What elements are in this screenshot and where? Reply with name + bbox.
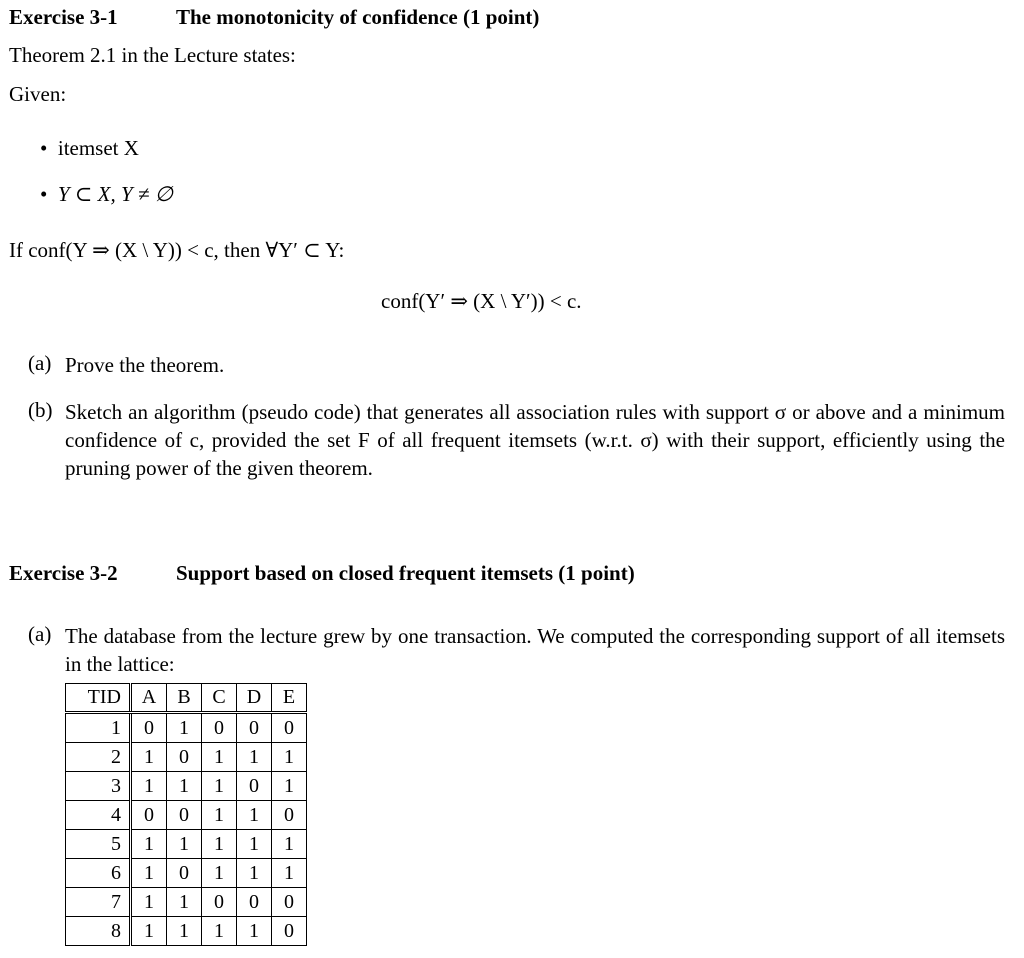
table-row — [66, 801, 307, 830]
item-a-label: (a) — [28, 351, 52, 375]
cell: 1 — [202, 859, 237, 888]
header-tid: TID — [66, 684, 131, 713]
cell: 1 — [167, 830, 202, 859]
cell: 1 — [272, 772, 307, 801]
cell: 0 — [167, 743, 202, 772]
bullet-2 — [40, 182, 173, 207]
cell: 0 — [237, 772, 272, 801]
cell: 8 — [66, 917, 131, 946]
cell: 1 — [272, 859, 307, 888]
cell: 2 — [66, 743, 131, 772]
item-a-text: Prove the theorem. — [65, 353, 225, 377]
cell: 1 — [237, 830, 272, 859]
cell: 1 — [202, 743, 237, 772]
cell: 0 — [272, 917, 307, 946]
cell: 1 — [237, 743, 272, 772]
cell: 0 — [202, 713, 237, 743]
table-row — [66, 859, 307, 888]
item-b-text: Sketch an algorithm (pseudo code) that generates all association rules with support σ or above and a minimum confidence of c, provided the set F of all frequent itemsets (w.r.t. σ) with their support, efficiently using the pruning power of the given theorem. — [65, 400, 1005, 480]
table-row — [66, 772, 307, 801]
display-equation: conf(Y′ ⇒ (X \ Y′)) < c. — [381, 289, 582, 313]
cell: 6 — [66, 859, 131, 888]
ex2-item-a-label: (a) — [28, 622, 52, 646]
cell: 0 — [131, 801, 167, 830]
cell: 1 — [202, 772, 237, 801]
bullet-1 — [40, 136, 139, 161]
cell: 0 — [131, 713, 167, 743]
cell: 1 — [167, 888, 202, 917]
ex2-item-a-text: The database from the lecture grew by one transaction. We computed the corresponding support of all itemsets in the lattice: — [65, 624, 1005, 676]
cell: 1 — [167, 713, 202, 743]
cell: 1 — [131, 830, 167, 859]
cell: 1 — [202, 830, 237, 859]
cell: 0 — [237, 888, 272, 917]
cell: 1 — [131, 743, 167, 772]
theorem-intro: Theorem 2.1 in the Lecture states: — [9, 43, 296, 67]
cell: 0 — [272, 888, 307, 917]
cell: 1 — [202, 801, 237, 830]
cell: 1 — [237, 859, 272, 888]
cell: 1 — [167, 917, 202, 946]
bullet-1-text: itemset X — [57, 136, 139, 160]
cell: 0 — [272, 801, 307, 830]
cell: 1 — [202, 917, 237, 946]
table-row — [66, 830, 307, 859]
table-row — [66, 713, 307, 743]
cell: 1 — [237, 801, 272, 830]
header-e: E — [272, 684, 307, 713]
cell: 1 — [272, 743, 307, 772]
exercise-2-title: Support based on closed frequent itemsets (1 point) — [176, 561, 635, 585]
cell: 4 — [66, 801, 131, 830]
header-b: B — [167, 684, 202, 713]
cell: 1 — [131, 859, 167, 888]
bullet-dot-icon: • — [40, 182, 48, 206]
cell: 0 — [202, 888, 237, 917]
exercise-1-number: Exercise 3-1 — [9, 5, 118, 29]
cell: 1 — [237, 917, 272, 946]
header-a: A — [131, 684, 167, 713]
cell: 1 — [167, 772, 202, 801]
table-header-row — [66, 684, 307, 713]
cell: 1 — [131, 772, 167, 801]
header-d: D — [237, 684, 272, 713]
cell: 1 — [131, 917, 167, 946]
cell: 0 — [237, 713, 272, 743]
table-row — [66, 917, 307, 946]
cell: 7 — [66, 888, 131, 917]
cell: 1 — [131, 888, 167, 917]
cell: 0 — [167, 801, 202, 830]
transaction-table — [65, 683, 307, 946]
exercise-1-title: The monotonicity of confidence (1 point) — [176, 5, 540, 29]
exercise-2-number: Exercise 3-2 — [9, 561, 118, 585]
header-c: C — [202, 684, 237, 713]
cell: 0 — [167, 859, 202, 888]
given-label: Given: — [9, 82, 67, 106]
cell: 3 — [66, 772, 131, 801]
item-b-label: (b) — [28, 398, 53, 422]
if-condition: If conf(Y ⇒ (X \ Y)) < c, then ∀Y′ ⊂ Y: — [9, 238, 345, 262]
cell: 5 — [66, 830, 131, 859]
cell: 0 — [272, 713, 307, 743]
bullet-dot-icon: • — [40, 136, 48, 160]
table-row — [66, 743, 307, 772]
cell: 1 — [66, 713, 131, 743]
bullet-2-text: Y ⊂ X, Y ≠ ∅ — [57, 182, 173, 206]
table-row — [66, 888, 307, 917]
cell: 1 — [272, 830, 307, 859]
